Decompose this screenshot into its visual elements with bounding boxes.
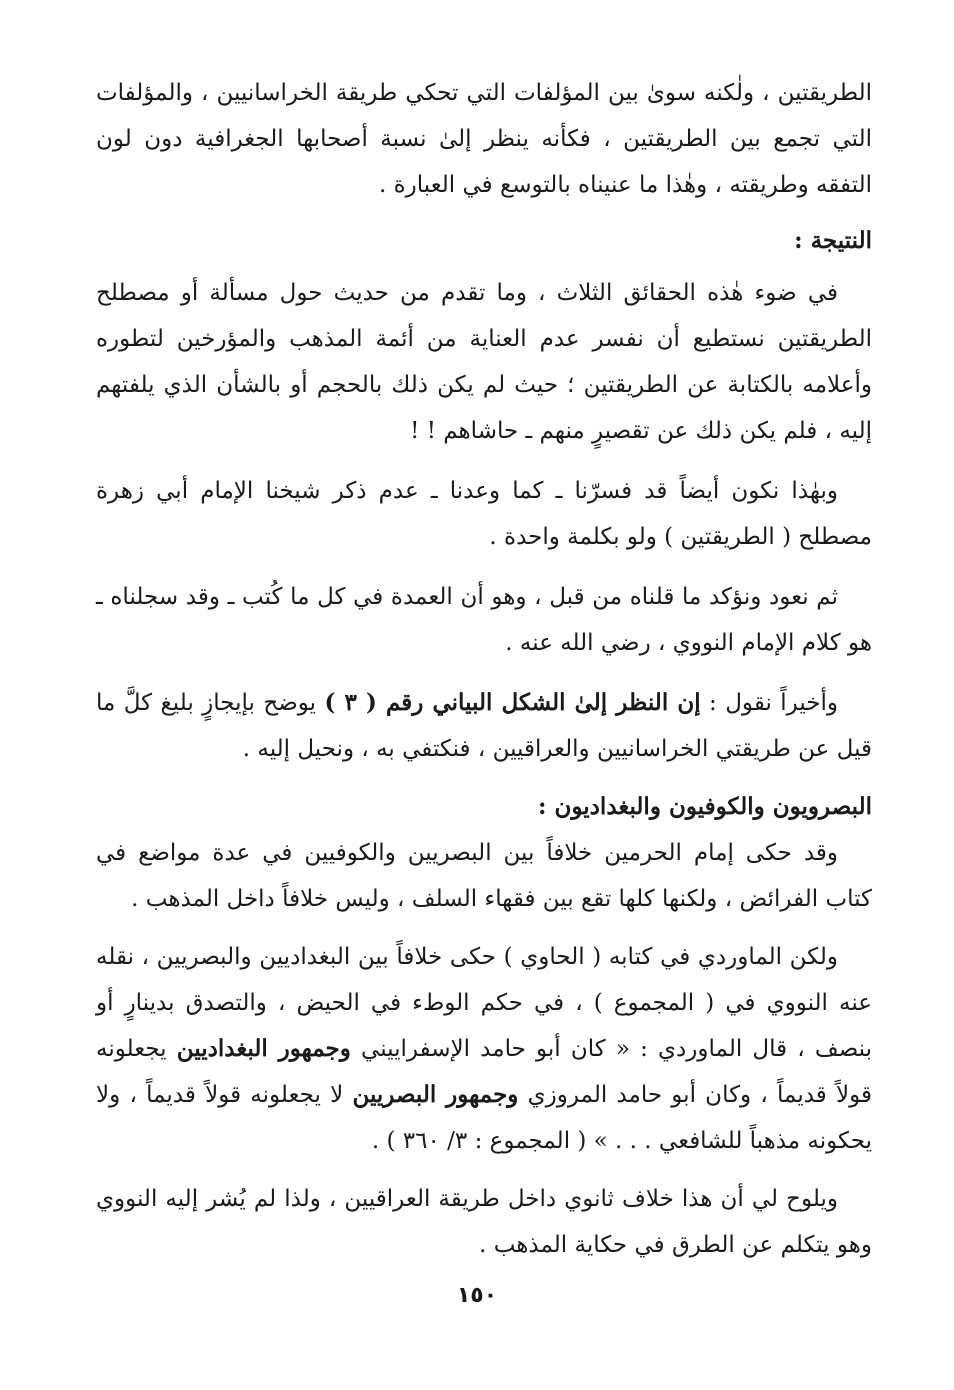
paragraph-1 [96,70,872,208]
paragraph-5 [96,680,872,772]
paragraph-text: ثم نعود ونؤكد ما قلناه من قبل ، وهو أن العمدة في كل ما كُتب ـ وقد سجلناه ـ هو كلام الإمام النووي ، رضي الله عنه . [96,584,872,656]
paragraph-text: ويلوح لي أن هذا خلاف ثانوي داخل طريقة العراقيين ، ولذا لم يُشر إليه النووي وهو يتكلم عن الطرق في حكاية المذهب . [96,1186,872,1258]
page-body [96,70,872,1268]
paragraph-text: وقد حكى إمام الحرمين خلافاً بين البصريين والكوفيين في عدة مواضع في كتاب الفرائض ، ولكنها كلها تقع بين فقهاء السلف ، وليس خلافاً داخل المذهب . [96,840,872,912]
section-heading-result [96,218,872,264]
paragraph-text: وبهٰذا نكون أيضاً قد فسرّنا ـ كما وعدنا ـ عدم ذكر شيخنا الإمام أبي زهرة مصطلح ( الطريقتين ) ولو بكلمة واحدة . [96,478,872,550]
text-run: يوضح بإيجازٍ بليغ كلَّ ما قيل عن طريقتي الخراسانيين والعراقيين ، فنكتفي به ، ونحيل إليه . [96,690,872,762]
bold-text-run: وجمهور البصريين [352,1081,519,1108]
paragraph-text [96,934,872,1164]
paragraph-6 [96,830,872,922]
page-number: ١٥٠ [456,1283,498,1308]
heading-text: البصرويون والكوفيون والبغداديون : [538,793,872,820]
bold-text-run: وجمهور البغداديين [176,1035,351,1062]
paragraph-text: الطريقتين ، ولٰكنه سوىٰ بين المؤلفات التي تحكي طريقة الخراسانيين ، والمؤلفات التي تجمع بين الطريقتين ، فكأنه ينظر إلىٰ نسبة أصحابها الجغرافية دون لون التفقه وطريقته ، وهٰذا ما عنيناه بالتوسع في العبارة . [96,80,872,198]
paragraph-text: في ضوء هٰذه الحقائق الثلاث ، وما تقدم من حديث حول مسألة أو مصطلح الطريقتين نستطيع أن نفسر عدم العناية من أئمة المذهب والمؤرخين لتطوره وأعلامه بالكتابة عن الطريقتين ؛ حيث لم يكن ذلك بالحجم أو بالشأن الذي يلفتهم إليه ، فلم يكن ذلك عن تقصيرٍ منهم ـ حاشاهم ! ! [96,280,872,444]
paragraph-text [96,680,872,772]
paragraph-4 [96,574,872,666]
text-run: وأخيراً نقول : [700,690,839,716]
paragraph-7 [96,934,872,1164]
text-run: يجعلونه قولاً قديماً ، وكان أبو حامد المروزي [96,1036,872,1108]
text-run: ولكن الماوردي في كتابه ( الحاوي ) حكى خلافاً بين البغداديين والبصريين ، نقله عنه النووي في ( المجموع ) ، في حكم الوطء في الحيض ، والتصدق بدينارٍ أو بنصف ، قال الماوردي : « كان أبو حامد الإسفراييني [96,944,872,1062]
heading-text: النتيجة : [794,227,872,254]
bold-text-run: إن النظر إلىٰ الشكل البياني رقم ( ٣ ) [324,689,701,716]
paragraph-2 [96,270,872,454]
paragraph-3 [96,468,872,560]
text-run: لا يجعلونه قولاً قديماً ، ولا يحكونه مذهباً للشافعي . . . » ( المجموع : ٣/ ٣٦٠ ) . [96,1082,872,1154]
paragraph-8 [96,1176,872,1268]
section-heading-schools [96,784,872,830]
